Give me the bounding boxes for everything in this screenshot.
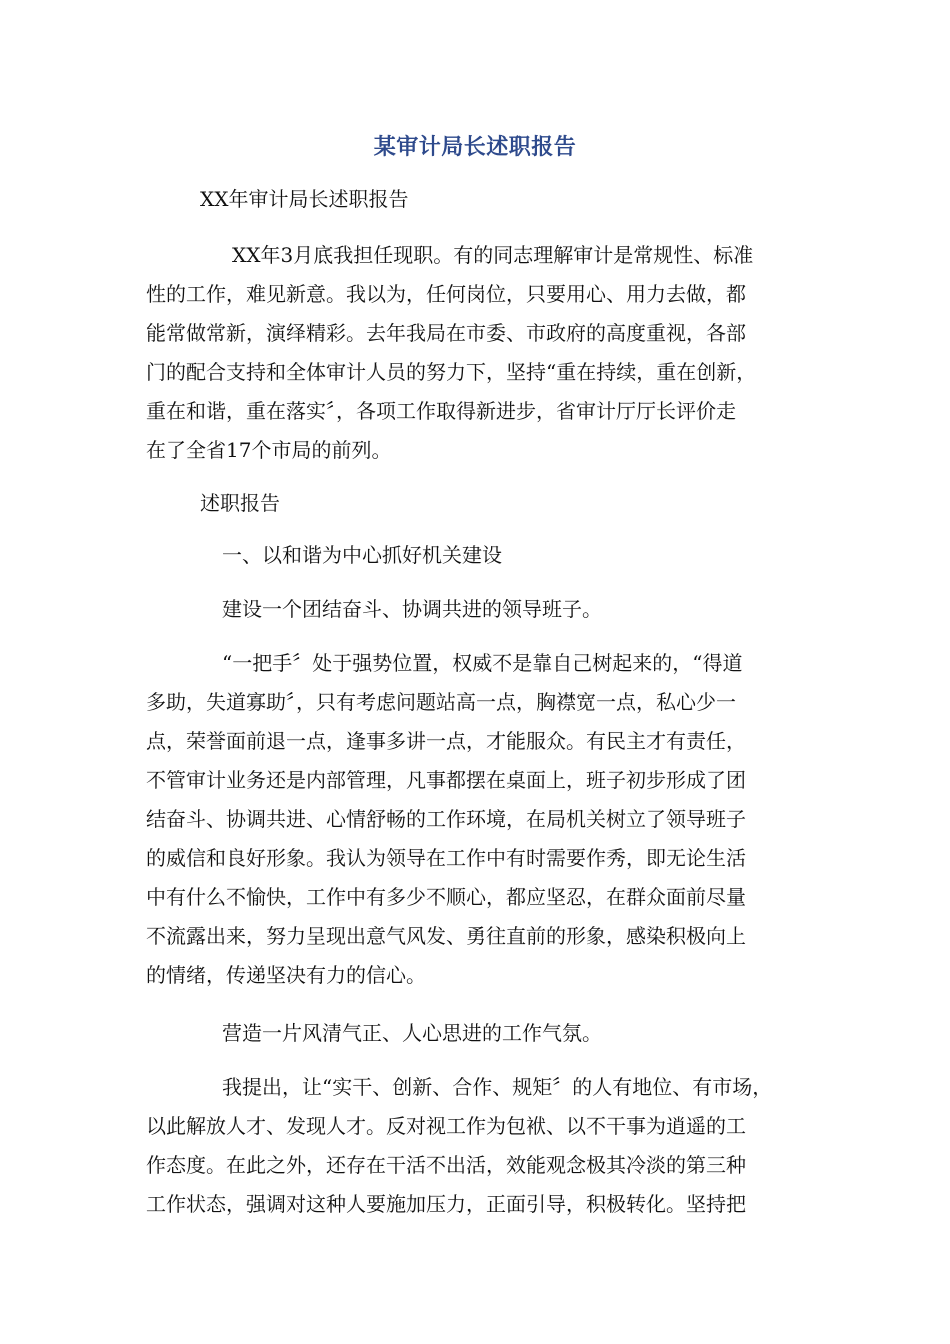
paragraph-line: 点，荣誉面前退一点，逢事多讲一点，才能服众。有民主才有责任， [146, 729, 746, 753]
subsection-heading: 营造一片风清气正、人心思进的工作气氛。 [222, 1021, 602, 1045]
paragraph-line: 不管审计业务还是内部管理，凡事都摆在桌面上，班子初步形成了团 [146, 768, 746, 792]
document-subtitle: XX年审计局长述职报告 [200, 187, 409, 211]
paragraph-line: 的情绪，传递坚决有力的信心。 [146, 963, 426, 987]
paragraph-line: XX年3月底我担任现职。有的同志理解审计是常规性、标准 [232, 243, 754, 267]
paragraph-line: 作态度。在此之外，还存在干活不出活，效能观念极其冷淡的第三种 [146, 1153, 746, 1177]
paragraph-line: 不流露出来，努力呈现出意气风发、勇往直前的形象，感染积极向上 [146, 924, 746, 948]
paragraph-line: 工作状态，强调对这种人要施加压力，正面引导，积极转化。坚持把 [146, 1192, 746, 1216]
paragraph-line: 以此解放人才、发现人才。反对视工作为包袱、以不干事为逍遥的工 [146, 1114, 746, 1138]
paragraph-line: 结奋斗、协调共进、心情舒畅的工作环境，在局机关树立了领导班子 [146, 807, 746, 831]
paragraph-line: 重在和谐，重在落实〞，各项工作取得新进步，省审计厅厅长评价走 [146, 399, 736, 423]
paragraph-line: 的威信和良好形象。我认为领导在工作中有时需要作秀，即无论生活 [146, 846, 746, 870]
paragraph-line: “一把手〞处于强势位置，权威不是靠自己树起来的，“得道 [222, 651, 743, 675]
document-title: 某审计局长述职报告 [373, 135, 577, 160]
paragraph-line: 性的工作，难见新意。我以为，任何岗位，只要用心、用力去做，都 [146, 282, 746, 306]
paragraph-line: 门的配合支持和全体审计人员的努力下，坚持“重在持续，重在创新， [146, 360, 757, 384]
paragraph-line: 在了全省17个市局的前列。 [146, 438, 392, 462]
section-heading: 一、以和谐为中心抓好机关建设 [222, 543, 502, 567]
section-label: 述职报告 [200, 491, 280, 515]
paragraph-line: 能常做常新，演绎精彩。去年我局在市委、市政府的高度重视，各部 [146, 321, 746, 345]
subsection-heading: 建设一个团结奋斗、协调共进的领导班子。 [222, 597, 602, 621]
paragraph-line: 中有什么不愉快，工作中有多少不顺心，都应坚忍，在群众面前尽量 [146, 885, 746, 909]
paragraph-line: 多助，失道寡助〞，只有考虑问题站高一点，胸襟宽一点，私心少一 [146, 690, 736, 714]
paragraph-line: 我提出，让“实干、创新、合作、规矩〞的人有地位、有市场， [222, 1075, 773, 1099]
